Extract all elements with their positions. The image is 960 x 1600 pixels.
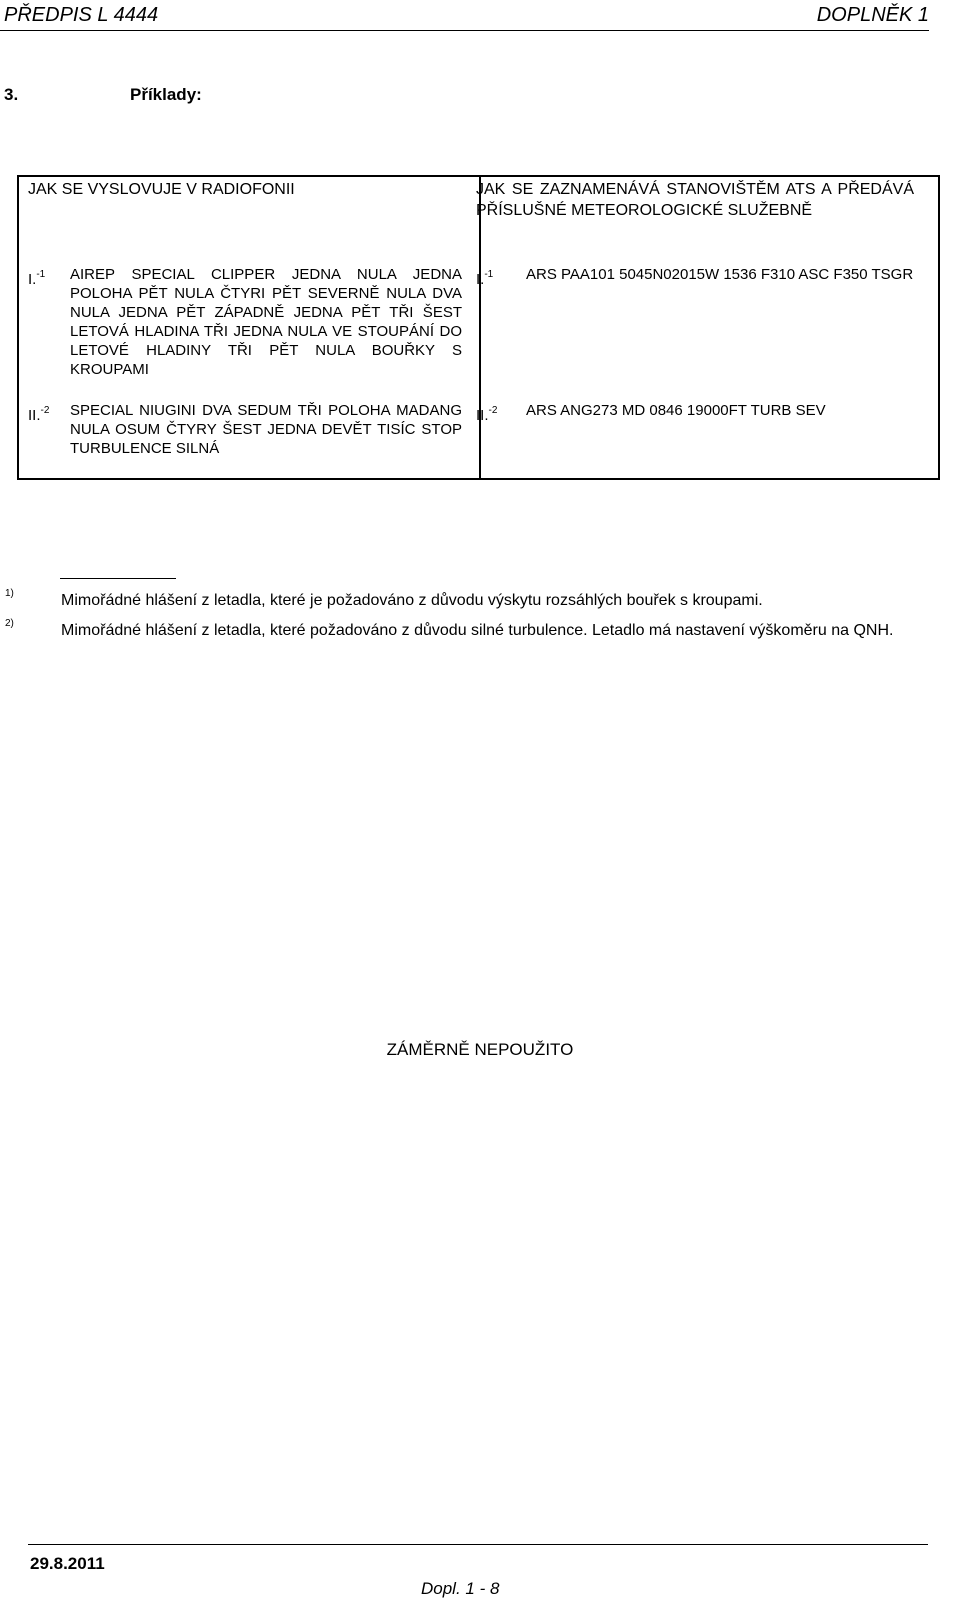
section-title: Příklady: bbox=[130, 85, 202, 104]
footnote-mark-1: 1) bbox=[5, 588, 14, 599]
footnote-separator bbox=[60, 578, 176, 579]
footer-date: 29.8.2011 bbox=[30, 1554, 105, 1573]
footnote-2: Mimořádné hlášení z letadla, které požadováno z důvodu silné turbulence. Letadlo má nastavení výškoměru na QNH. bbox=[61, 622, 894, 639]
spoken-example-1: AIREP SPECIAL CLIPPER JEDNA NULA JEDNA POLOHA PĚT NULA ČTYRI PĚT SEVERNĚ NULA DVA NULA JEDNA PĚT ZÁPADNĚ JEDNA PĚT TŘI ŠEST LETOVÁ HLADINA TŘI JEDNA NULA VE STOUPÁNÍ DO LETOVÉ HLADINY TŘI PĚT NULA BOUŘKY S KROUPAMI bbox=[70, 266, 462, 378]
section-heading bbox=[4, 85, 202, 105]
document-code: PŘEDPIS L 4444 bbox=[4, 4, 159, 26]
column-header-spoken: JAK SE VYSLOVUJE V RADIOFONII bbox=[28, 181, 295, 198]
intentionally-blank-note: ZÁMĚRNĚ NEPOUŽITO bbox=[386, 1040, 574, 1059]
row-label-1: I.$^{-1}$ bbox=[28, 269, 46, 288]
footnote-ref-2: -2 bbox=[40, 405, 50, 416]
section-number: 3. bbox=[4, 85, 19, 104]
recorded-example-1: ARS PAA101 5045N02015W 1536 F310 ASC F350 TSGR bbox=[526, 266, 914, 283]
spoken-example-2: SPECIAL NIUGINI DVA SEDUM TŘI POLOHA MADANG NULA OSUM ČTYRY ŠEST JEDNA DEVĚT TISÍC STOP TURBULENCE SILNÁ bbox=[70, 402, 462, 457]
footnote-ref-1-right: -1 bbox=[484, 269, 494, 280]
examples-table bbox=[17, 175, 940, 480]
row-label-2: II.$^{-2}$ bbox=[28, 405, 50, 424]
footnote-ref-2-right: -2 bbox=[488, 405, 498, 416]
column-header-recorded: JAK SE ZAZNAMENÁVÁ STANOVIŠTĚM ATS A PŘEDÁVÁ PŘÍSLUŠNÉ METEOROLOGICKÉ SLUŽEBNĚ bbox=[476, 181, 914, 219]
header-divider bbox=[0, 30, 929, 31]
footnote-mark-2: 2) bbox=[5, 618, 14, 629]
row-label-2-right: II.$^{-2}$ bbox=[476, 405, 498, 424]
page-number: Dopl. 1 - 8 bbox=[421, 1579, 500, 1598]
recorded-example-2: ARS ANG273 MD 0846 19000FT TURB SEV bbox=[526, 402, 826, 419]
footnote-ref-1: -1 bbox=[36, 269, 46, 280]
row-label-1-right: I.$^{-1}$ bbox=[476, 269, 494, 288]
column-divider bbox=[479, 177, 481, 478]
footer-divider bbox=[28, 1544, 928, 1545]
appendix-label: DOPLNĚK 1 bbox=[816, 4, 929, 26]
footnote-1: Mimořádné hlášení z letadla, které je požadováno z důvodu výskytu rozsáhlých bouřek s kroupami. bbox=[61, 592, 763, 609]
